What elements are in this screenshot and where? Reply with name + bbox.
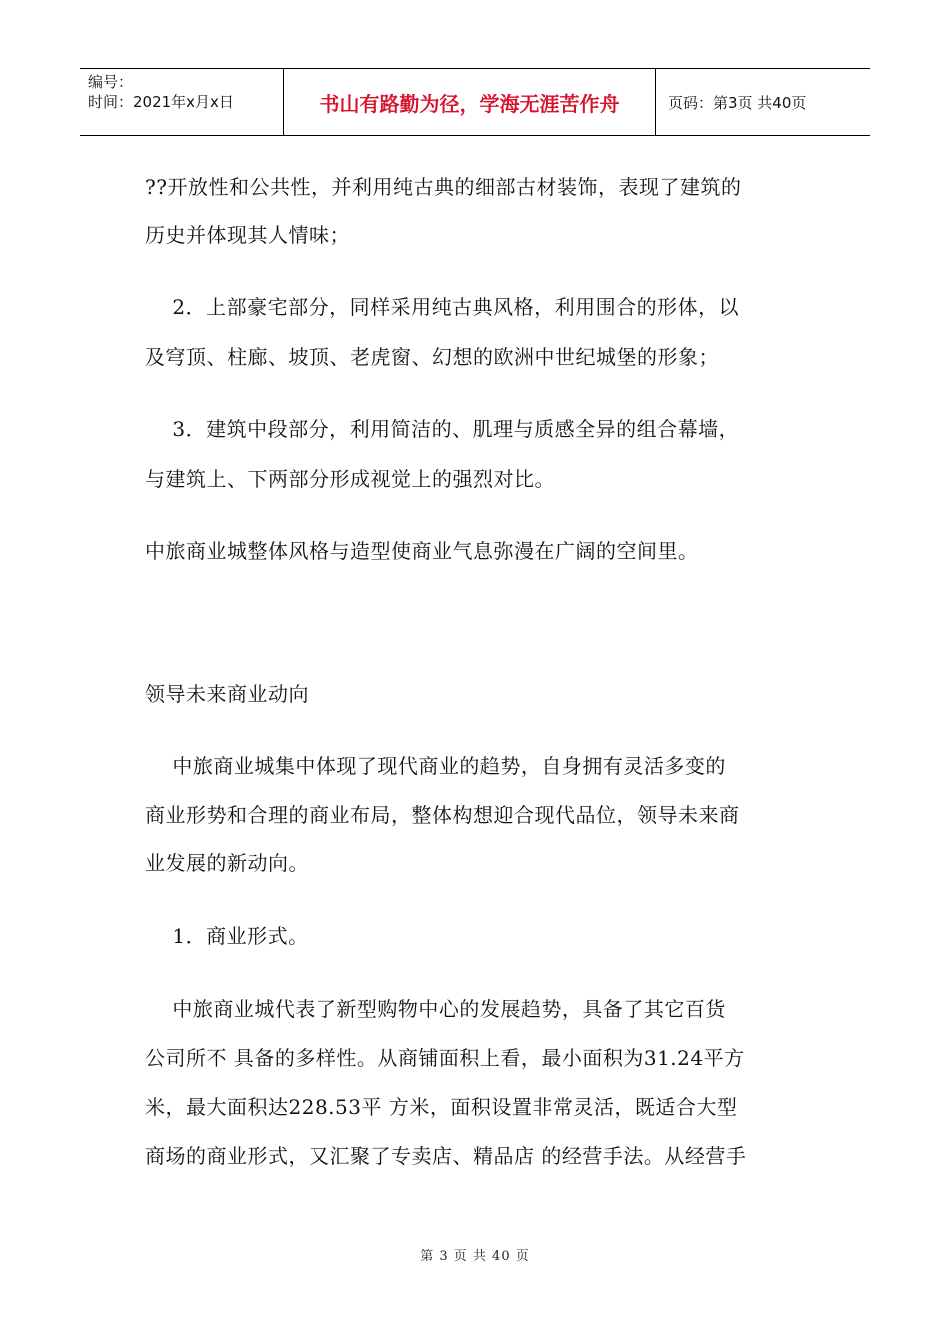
body-line: 1．商业形式。: [145, 924, 309, 948]
body-line: 与建筑上、下两部分形成视觉上的强烈对比。: [145, 467, 555, 491]
section-heading: 领导未来商业动向: [145, 682, 309, 706]
header-meta-cell: [80, 69, 283, 135]
header-motto: 书山有路勤为径，学海无涯苦作舟: [319, 91, 620, 116]
body-line: 中旅商业城集中体现了现代商业的趋势，自身拥有灵活多变的: [145, 754, 726, 778]
page-footer: 第 3 页 共 40 页: [420, 1249, 530, 1264]
header-page-cell: [656, 69, 870, 135]
body-line: 商场的商业形式，又汇聚了专卖店、精品店 的经营手法。从经营手: [145, 1144, 747, 1168]
body-line: 公司所不 具备的多样性。从商铺面积上看，最小面积为31.24平方: [145, 1046, 745, 1070]
header-page-info: 页码：第3页 共40页: [668, 93, 807, 112]
body-line: 中旅商业城整体风格与造型使商业气息弥漫在广阔的空间里。: [145, 539, 699, 563]
body-line: ??开放性和公共性，并利用纯古典的细部古材装饰，表现了建筑的: [145, 175, 742, 199]
body-line: 商业形势和合理的商业布局，整体构想迎合现代品位，领导未来商: [145, 803, 740, 827]
body-line: 历史并体现其人情味；: [145, 223, 350, 247]
body-line: 3．建筑中段部分，利用简洁的、肌理与质感全异的组合幕墙，: [145, 417, 740, 441]
body-line: 米，最大面积达228.53平 方米，面积设置非常灵活，既适合大型: [145, 1095, 738, 1119]
body-line: 中旅商业城代表了新型购物中心的发展趋势，具备了其它百货: [145, 997, 726, 1021]
header-motto-cell: [283, 69, 656, 135]
body-line: 及穹顶、柱廊、坡顶、老虎窗、幻想的欧洲中世纪城堡的形象；: [145, 345, 719, 369]
body-line: 业发展的新动向。: [145, 851, 309, 875]
document-date: 时间：2021年x月x日: [88, 93, 234, 111]
document-number-label: 编号：: [88, 73, 134, 91]
page-header: [80, 68, 870, 136]
body-line: 2．上部豪宅部分，同样采用纯古典风格，利用围合的形体，以: [145, 295, 740, 319]
